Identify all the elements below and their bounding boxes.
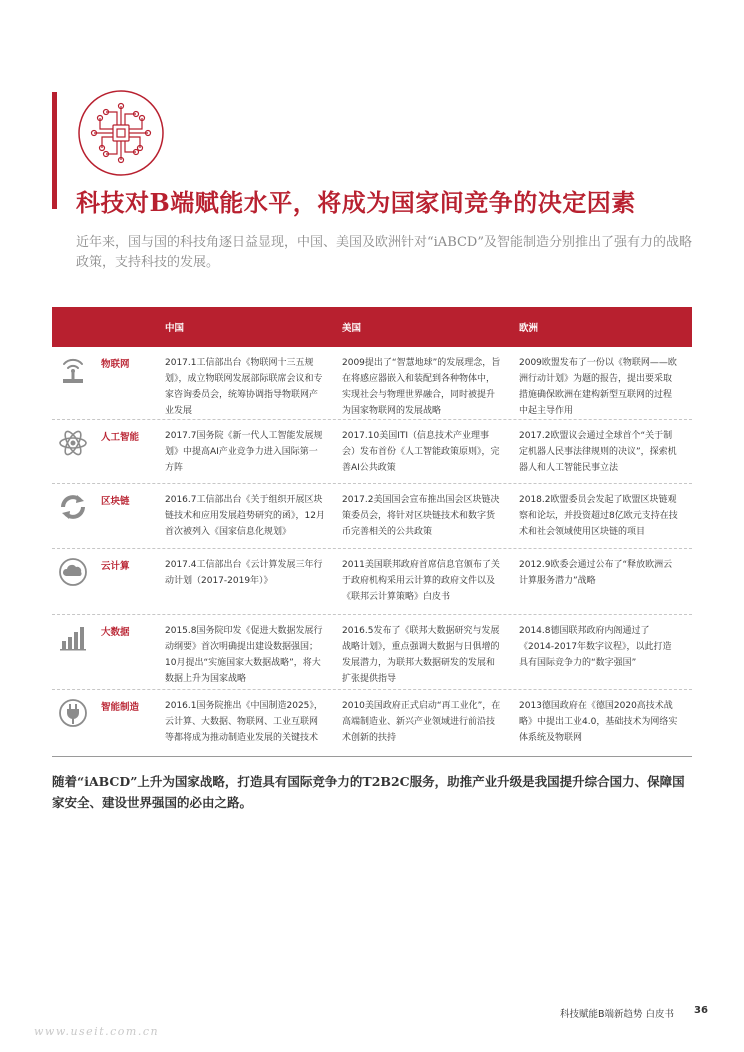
cell-usa: 2016.5发布了《联邦大数据研究与发展战略计划》，重点强调大数据与日俱增的发展潜力，为联邦大数据研发的发展和扩张提供指导 <box>342 626 500 684</box>
cell-china: 2015.8国务院印发《促进大数据发展行动纲要》首次明确提出建设数据强国；10月提出“实施国家大数据战略”，将大数据上升为国家战略 <box>165 626 323 684</box>
table-row-big-data <box>52 615 692 690</box>
header-europe: 欧洲 <box>519 323 539 334</box>
row-category: 物联网 <box>101 359 130 370</box>
cell-europe: 2009欧盟发布了一份以《物联网——欧洲行动计划》为题的报告，提出要采取措施确保欧洲在建构新型互联网的过程中起主导作用 <box>519 358 677 416</box>
header-china: 中国 <box>165 323 185 334</box>
cell-usa: 2011美国联邦政府首席信息官颁布了关于政府机构采用云计算的政府文件以及《联邦云计算策略》白皮书 <box>342 560 500 602</box>
policy-comparison-table <box>52 307 692 757</box>
page-number: 36 <box>694 1005 708 1016</box>
row-category: 云计算 <box>101 561 130 572</box>
table-header <box>52 307 692 347</box>
row-category: 人工智能 <box>101 432 140 443</box>
table-row-ai <box>52 420 692 484</box>
watermark: www.useit.com.cn <box>34 1025 160 1038</box>
cell-europe: 2017.2欧盟议会通过全球首个“关于制定机器人民事法律规则的决议”，探索机器人和人工智能民事立法 <box>519 431 677 473</box>
conclusion-paragraph: 随着“iABCD”上升为国家战略，打造具有国际竞争力的T2B2C服务，助推产业升级是我国提升综合国力、保障国家安全、建设世界强国的必由之路。 <box>52 774 685 810</box>
table-row-blockchain <box>52 484 692 549</box>
cell-usa: 2017.10美国ITI（信息技术产业理事会）发布首份《人工智能政策原则》，完善AI公共政策 <box>342 431 500 473</box>
table-row-cloud <box>52 549 692 615</box>
cell-europe: 2018.2欧盟委员会发起了欧盟区块链观察和论坛，并投资超过8亿欧元支持在技术和社会领域使用区块链的项目 <box>519 495 678 537</box>
bar-chart-icon <box>56 623 90 653</box>
row-category: 大数据 <box>101 627 130 638</box>
cell-china: 2017.1工信部出台《物联网十三五规划》，成立物联网发展部际联席会议和专家咨询委员会，统筹协调指导物联网产业发展 <box>165 358 323 416</box>
cell-china: 2017.7国务院《新一代人工智能发展规划》中提高AI产业竞争力进入国际第一方阵 <box>165 431 323 473</box>
footer-title: 科技赋能B端新趋势 白皮书 <box>560 1009 675 1020</box>
cell-europe: 2014.8德国联邦政府内阁通过了《2014-2017年数字议程》，以此打造具有国际竞争力的“数字强国” <box>519 626 672 668</box>
row-category: 智能制造 <box>101 702 140 713</box>
cell-usa: 2009提出了“智慧地球”的发展理念，旨在将感应器嵌入和装配到各种物体中，实现社会与物理世界融合，同时被提升为国家物联网的发展战略 <box>342 358 501 416</box>
table-row-iot <box>52 347 692 420</box>
cell-china: 2016.1国务院推出《中国制造2025》，云计算、大数据、物联网、工业互联网等都将成为推动制造业发展的关键技术 <box>165 701 323 743</box>
power-plug-icon <box>56 698 90 728</box>
cell-europe: 2013德国政府在《德国2020高技术战略》中提出工业4.0，基础技术为网络实体系统及物联网 <box>519 701 678 743</box>
cell-china: 2017.4工信部出台《云计算发展三年行动计划（2017-2019年）》 <box>165 560 323 586</box>
cell-usa: 2017.2美国国会宣布推出国会区块链决策委员会，将针对区块链技术和数字货币完善相关的公共政策 <box>342 495 500 537</box>
intro-paragraph: 近年来，国与国的科技角逐日益显现，中国、美国及欧洲针对“iABCD”及智能制造分别推出了强有力的战略政策，支持科技的发展。 <box>76 235 693 270</box>
circuit-chip-emblem-icon <box>76 88 166 178</box>
page-headline: 科技对B端赋能水平，将成为国家间竞争的决定因素 <box>76 188 636 217</box>
header-usa: 美国 <box>342 323 362 334</box>
cell-europe: 2012.9欧委会通过公布了“释放欧洲云计算服务潜力”战略 <box>519 560 673 586</box>
headline-accent-bar <box>52 92 57 209</box>
refresh-cycle-icon <box>56 492 90 522</box>
cloud-icon <box>56 557 90 587</box>
atom-icon <box>56 428 90 458</box>
cell-china: 2016.7工信部出台《关于组织开展区块链技术和应用发展趋势研究的函》，12月首次被列入《国家信息化规划》 <box>165 495 325 537</box>
cell-usa: 2010美国政府正式启动“再工业化”，在高端制造业、新兴产业领域进行前沿技术创新的扶持 <box>342 701 501 743</box>
table-row-smart-manufacturing <box>52 690 692 757</box>
iot-antenna-icon <box>56 355 90 385</box>
row-category: 区块链 <box>101 496 130 507</box>
